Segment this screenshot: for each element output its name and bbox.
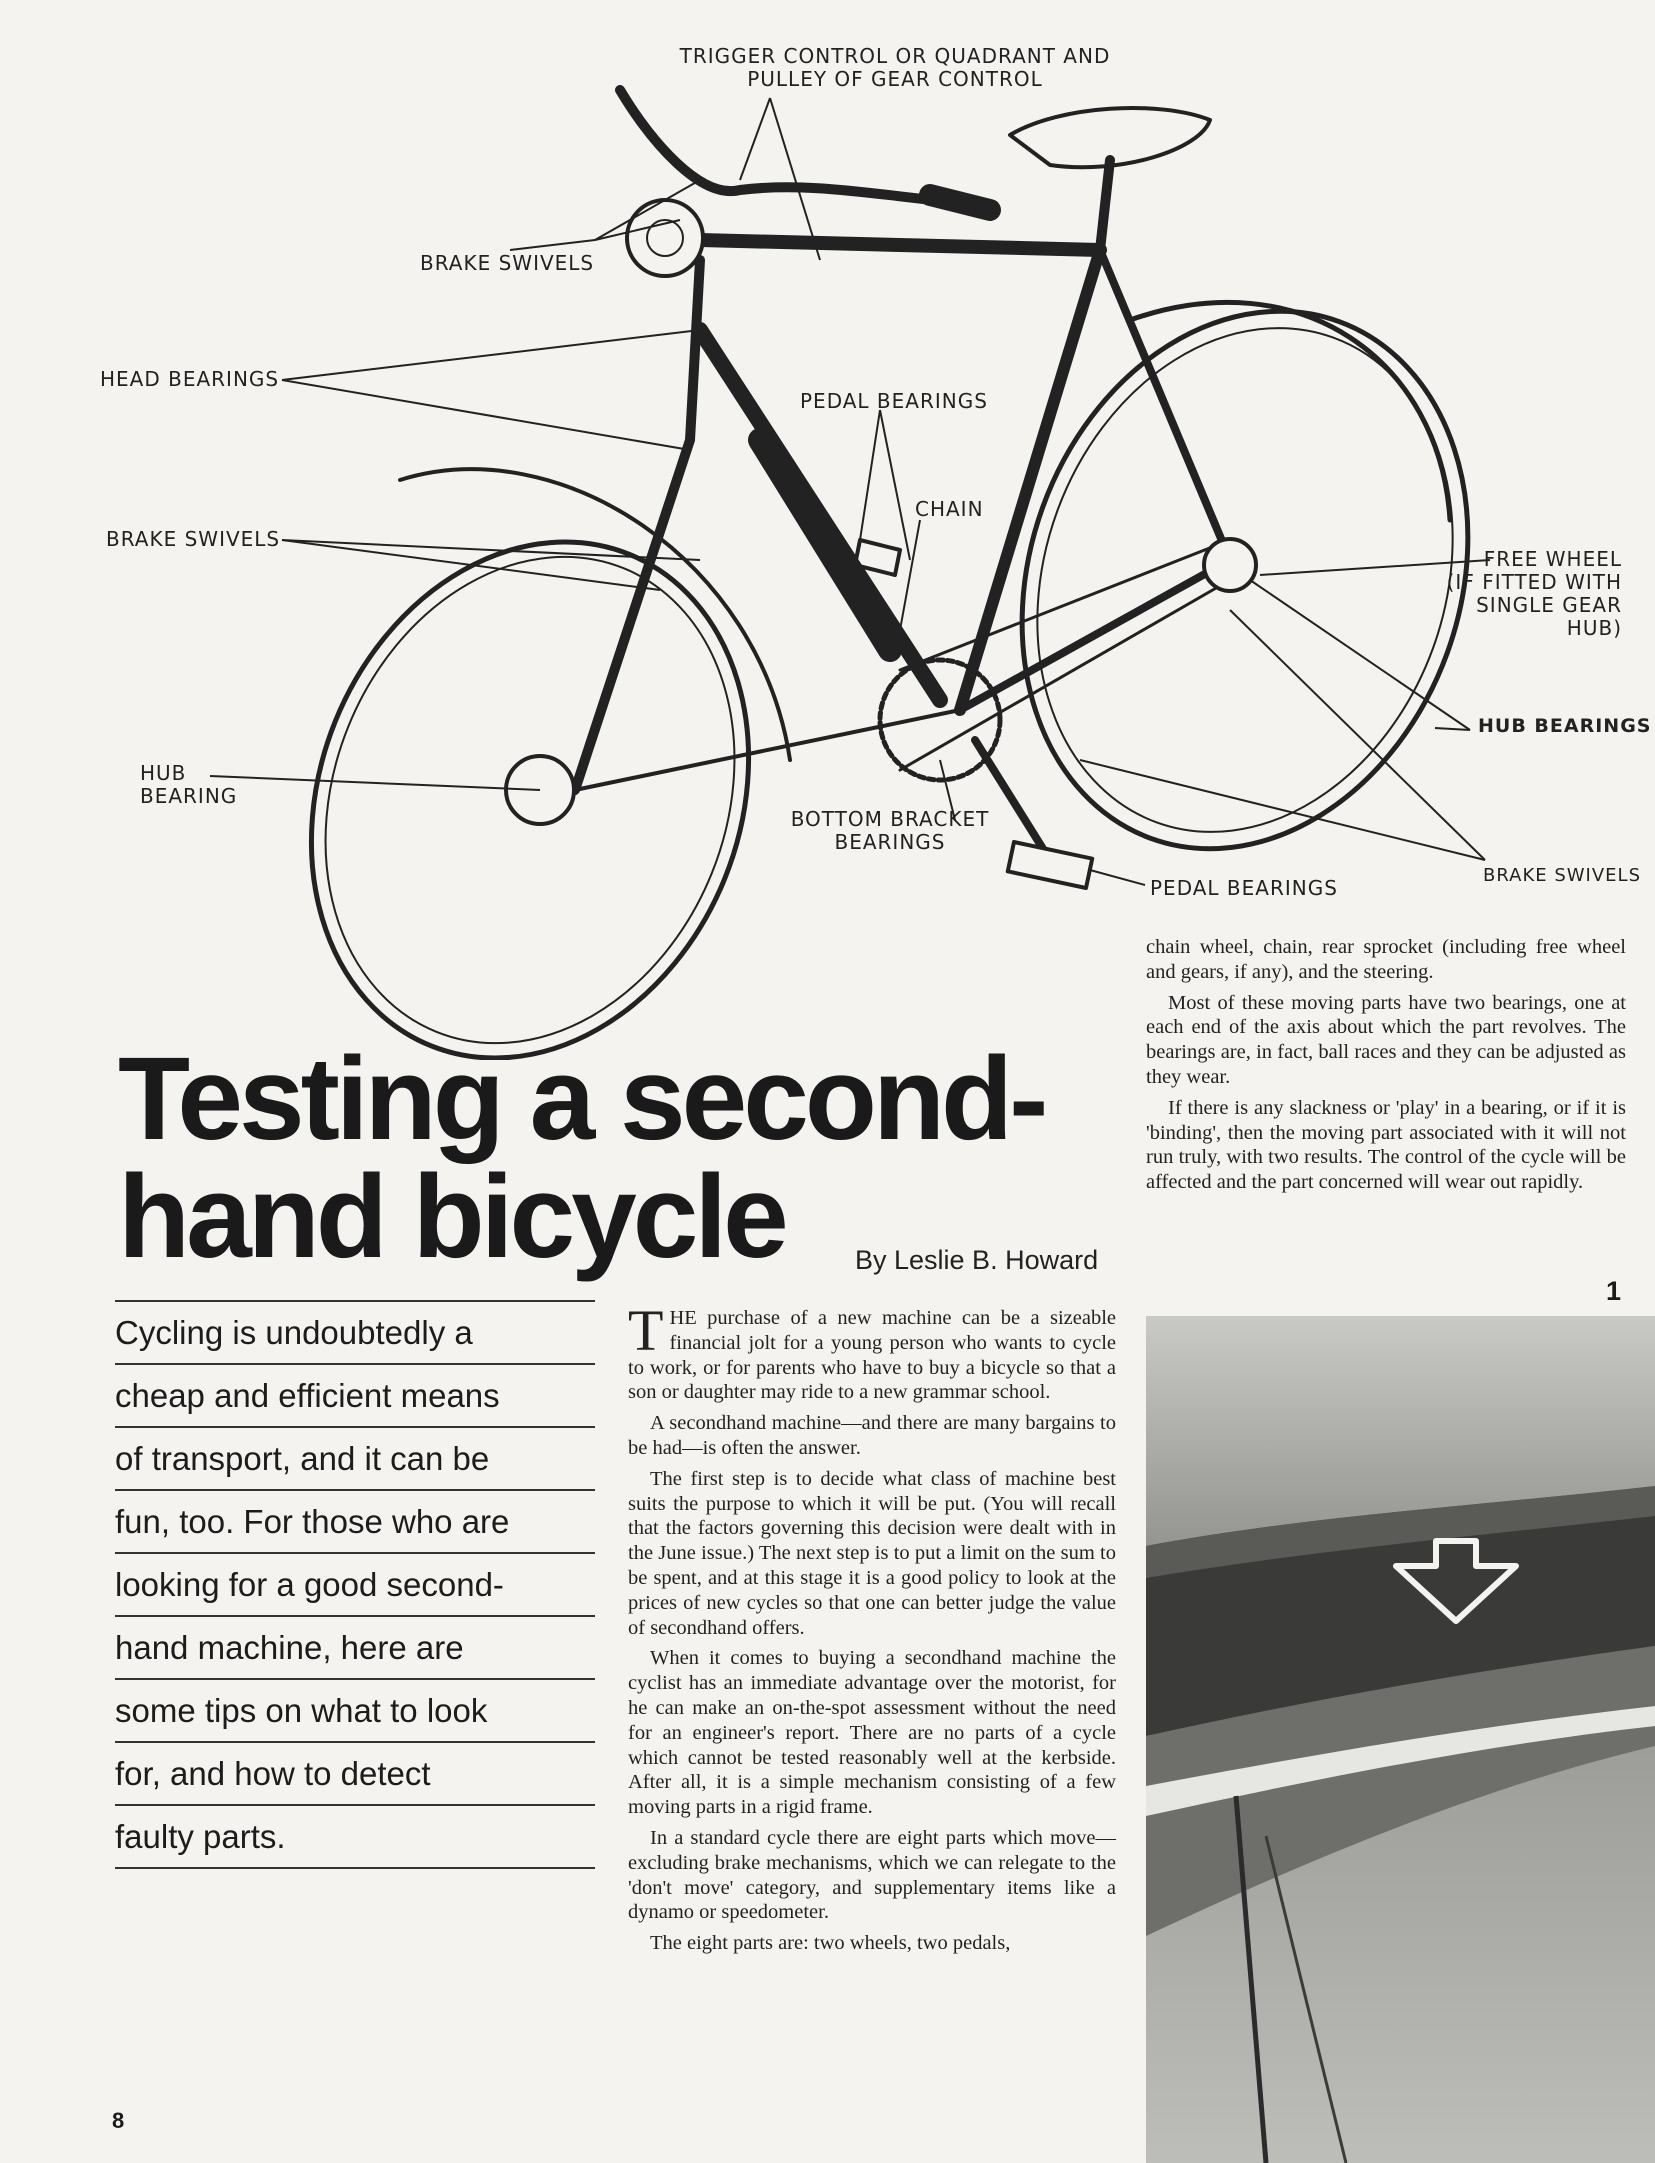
pedal: [1008, 842, 1092, 888]
byline: By Leslie B. Howard: [855, 1245, 1099, 1275]
label-pedal-bearings-top: PEDAL BEARINGS: [800, 389, 988, 413]
fork: [575, 260, 700, 790]
label-head-bearings: HEAD BEARINGS: [100, 367, 280, 391]
standfirst-line: faulty parts.: [115, 1806, 595, 1869]
label-chain: CHAIN: [915, 497, 984, 521]
body-column-1: [628, 1298, 1116, 1962]
body-paragraph: In a standard cycle there are eight parts which move—excluding brake mechanisms, which we can relegate to the 'don't move' category, and supplementary items like a dynamo or speedometer.: [628, 1826, 1116, 1924]
body-column-2: [1146, 935, 1626, 1201]
standfirst-line: hand machine, here are: [115, 1617, 595, 1680]
standfirst-line: of transport, and it can be: [115, 1428, 595, 1491]
standfirst-line: Cycling is undoubtedly a: [115, 1300, 595, 1365]
article-title-line-2: hand bicycle: [118, 1151, 785, 1283]
top-tube: [700, 240, 1100, 250]
figure-number: 1: [1606, 1276, 1622, 1306]
rear-mudguard: [1130, 302, 1450, 520]
label-brake-swivels-top: BRAKE SWIVELS: [420, 251, 595, 275]
standfirst-line: cheap and efficient means: [115, 1365, 595, 1428]
front-lamp: [627, 200, 703, 276]
body-paragraph: Most of these moving parts have two bearings, one at each end of the axis about which the part revolves. The bearings are, in fact, ball races and they can be adjusted as they wear.: [1146, 991, 1626, 1088]
standfirst-line: looking for a good second-: [115, 1554, 595, 1617]
handlebar-grip: [930, 195, 990, 210]
label-trigger-control: TRIGGER CONTROL OR QUADRANT AND PULLEY OF GEAR CONTROL: [679, 44, 1111, 91]
rear-hub: [1204, 539, 1256, 591]
label-hub-bearings: HUB BEARINGS: [1478, 715, 1652, 737]
article-title-line-1: Testing a second-: [118, 1033, 1045, 1165]
body-paragraph: A secondhand machine—and there are many bargains to be had—is often the answer.: [628, 1412, 1116, 1459]
label-pedal-bearings-bottom: PEDAL BEARINGS: [1150, 876, 1338, 900]
label-brake-swivels-left: BRAKE SWIVELS: [106, 527, 281, 551]
body-paragraph: When it comes to buying a secondhand machine the cyclist has an immediate advantage over the motorist, for he can make an on-the-spot assessment without the need for an engineer's report. There are no parts of a cycle which cannot be tested reasonably well at the kerbside. After all, it is a simple mechanism consisting of a few moving parts in a rigid frame.: [628, 1647, 1116, 1819]
tyre-photo: [1146, 1316, 1655, 2163]
article-title: [118, 1033, 1118, 1283]
label-hub-bearing: HUB BEARING: [140, 761, 238, 808]
standfirst: [115, 1300, 595, 1869]
body-paragraph: The eight parts are: two wheels, two pedals,: [650, 1932, 1011, 1955]
fork-stay: [575, 710, 960, 790]
page-number: 8: [112, 2108, 125, 2133]
drop-cap: T: [628, 1298, 664, 1363]
standfirst-line: for, and how to detect: [115, 1743, 595, 1806]
body-paragraph: THE purchase of a new machine can be a sizeable financial jolt for a young person who wants to cycle to work, or for parents who have to buy a bicycle so that a son or daughter may ride to a new grammar school.: [628, 1298, 1116, 1404]
standfirst-line: some tips on what to look: [115, 1680, 595, 1743]
label-free-wheel: FREE WHEEL (IF FITTED WITH SINGLE GEAR HUB): [1446, 547, 1622, 640]
tyre-photo-graphic: [1146, 1316, 1655, 2163]
body-paragraph: chain wheel, chain, rear sprocket (including free wheel and gears, if any), and the steering.: [1146, 936, 1626, 983]
standfirst-line: fun, too. For those who are: [115, 1491, 595, 1554]
body-paragraph: The first step is to decide what class of machine best suits the purpose to which it will be put. (You will recall that the factors governing this decision were dealt with in the June issue.) The next step is to put a limit on the sum to be spent, and at this stage it is a good policy to look at the prices of new cycles so that one can better judge the value of secondhand offers.: [628, 1467, 1116, 1639]
body-paragraph: If there is any slackness or 'play' in a bearing, or if it is 'binding', then the moving part associated with it will not run truly, with two results. The control of the cycle will be affected and the part concerned will wear out rapidly.: [1146, 1096, 1626, 1194]
label-bottom-bracket: BOTTOM BRACKET BEARINGS: [790, 807, 990, 854]
seat-post: [1100, 160, 1110, 250]
seat-stay: [1100, 250, 1230, 560]
label-brake-swivels-right: BRAKE SWIVELS: [1483, 865, 1642, 886]
